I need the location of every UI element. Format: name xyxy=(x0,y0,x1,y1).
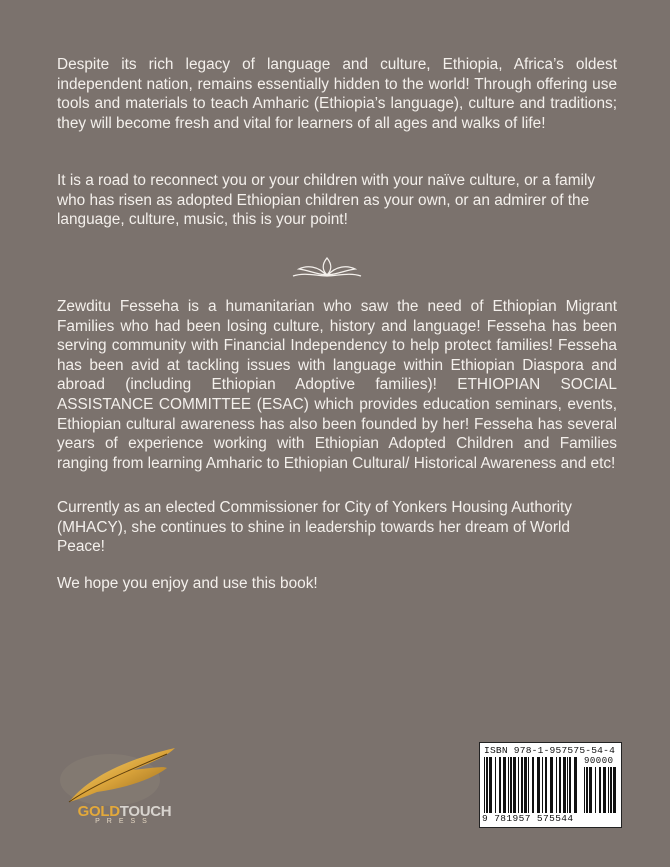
isbn-label: ISBN 978-1-957575-54-4 xyxy=(484,745,616,756)
intro-paragraph: Despite its rich legacy of language and culture, Ethiopia, Africa’s oldest independent nation, remains essentially hidden to the world! Through offering use tools and materials to teach Amharic (Ethiopia’s language), culture and traditions; they will become fresh and vital for learners of all ages and walks of life! xyxy=(57,56,617,132)
barcode-addon-bars xyxy=(584,767,616,813)
publisher-logo-subtitle: PRESS xyxy=(95,818,154,825)
barcode-addon-number: 90000 xyxy=(584,756,614,766)
barcode-bars xyxy=(484,757,582,813)
closing-paragraph: We hope you enjoy and use this book! xyxy=(57,575,318,592)
author-bio-paragraph: Zewditu Fesseha is a humanitarian who saw the need of Ethiopian Migrant Families who had been losing culture, history and language! Fesseha has been serving community with Financial Independency to help protect families! Fesseha has been avid at tackling issues with language within Ethiopian Diaspora and abroad (including Ethiopian Adoptive families)! ETHIOPIAN SOCIAL ASSISTANCE COMMITTEE (ESAC) which provides education seminars, events, Ethiopian cultural awareness has also been founded by her! Fesseha has several years of experience working with Ethiopian Adopted Children and Families ranging from learning Amharic to Ethiopian Cultural/ Historical Awareness and etc! xyxy=(57,298,617,472)
road-paragraph: It is a road to reconnect you or your children with your naïve culture, or a family who has risen as adopted Ethiopian children as your own, or an admirer of the language, culture, music, this is your point! xyxy=(57,172,596,229)
lotus-ornament-icon xyxy=(291,255,363,279)
isbn-barcode xyxy=(479,742,622,828)
barcode-digits: 9 781957 575544 xyxy=(482,813,574,824)
publisher-logo-text: GOLDTOUCH xyxy=(77,803,172,820)
commissioner-paragraph: Currently as an elected Commissioner for City of Yonkers Housing Authority (MHACY), she continues to shine in leadership towards her dream of World Peace! xyxy=(57,499,572,556)
